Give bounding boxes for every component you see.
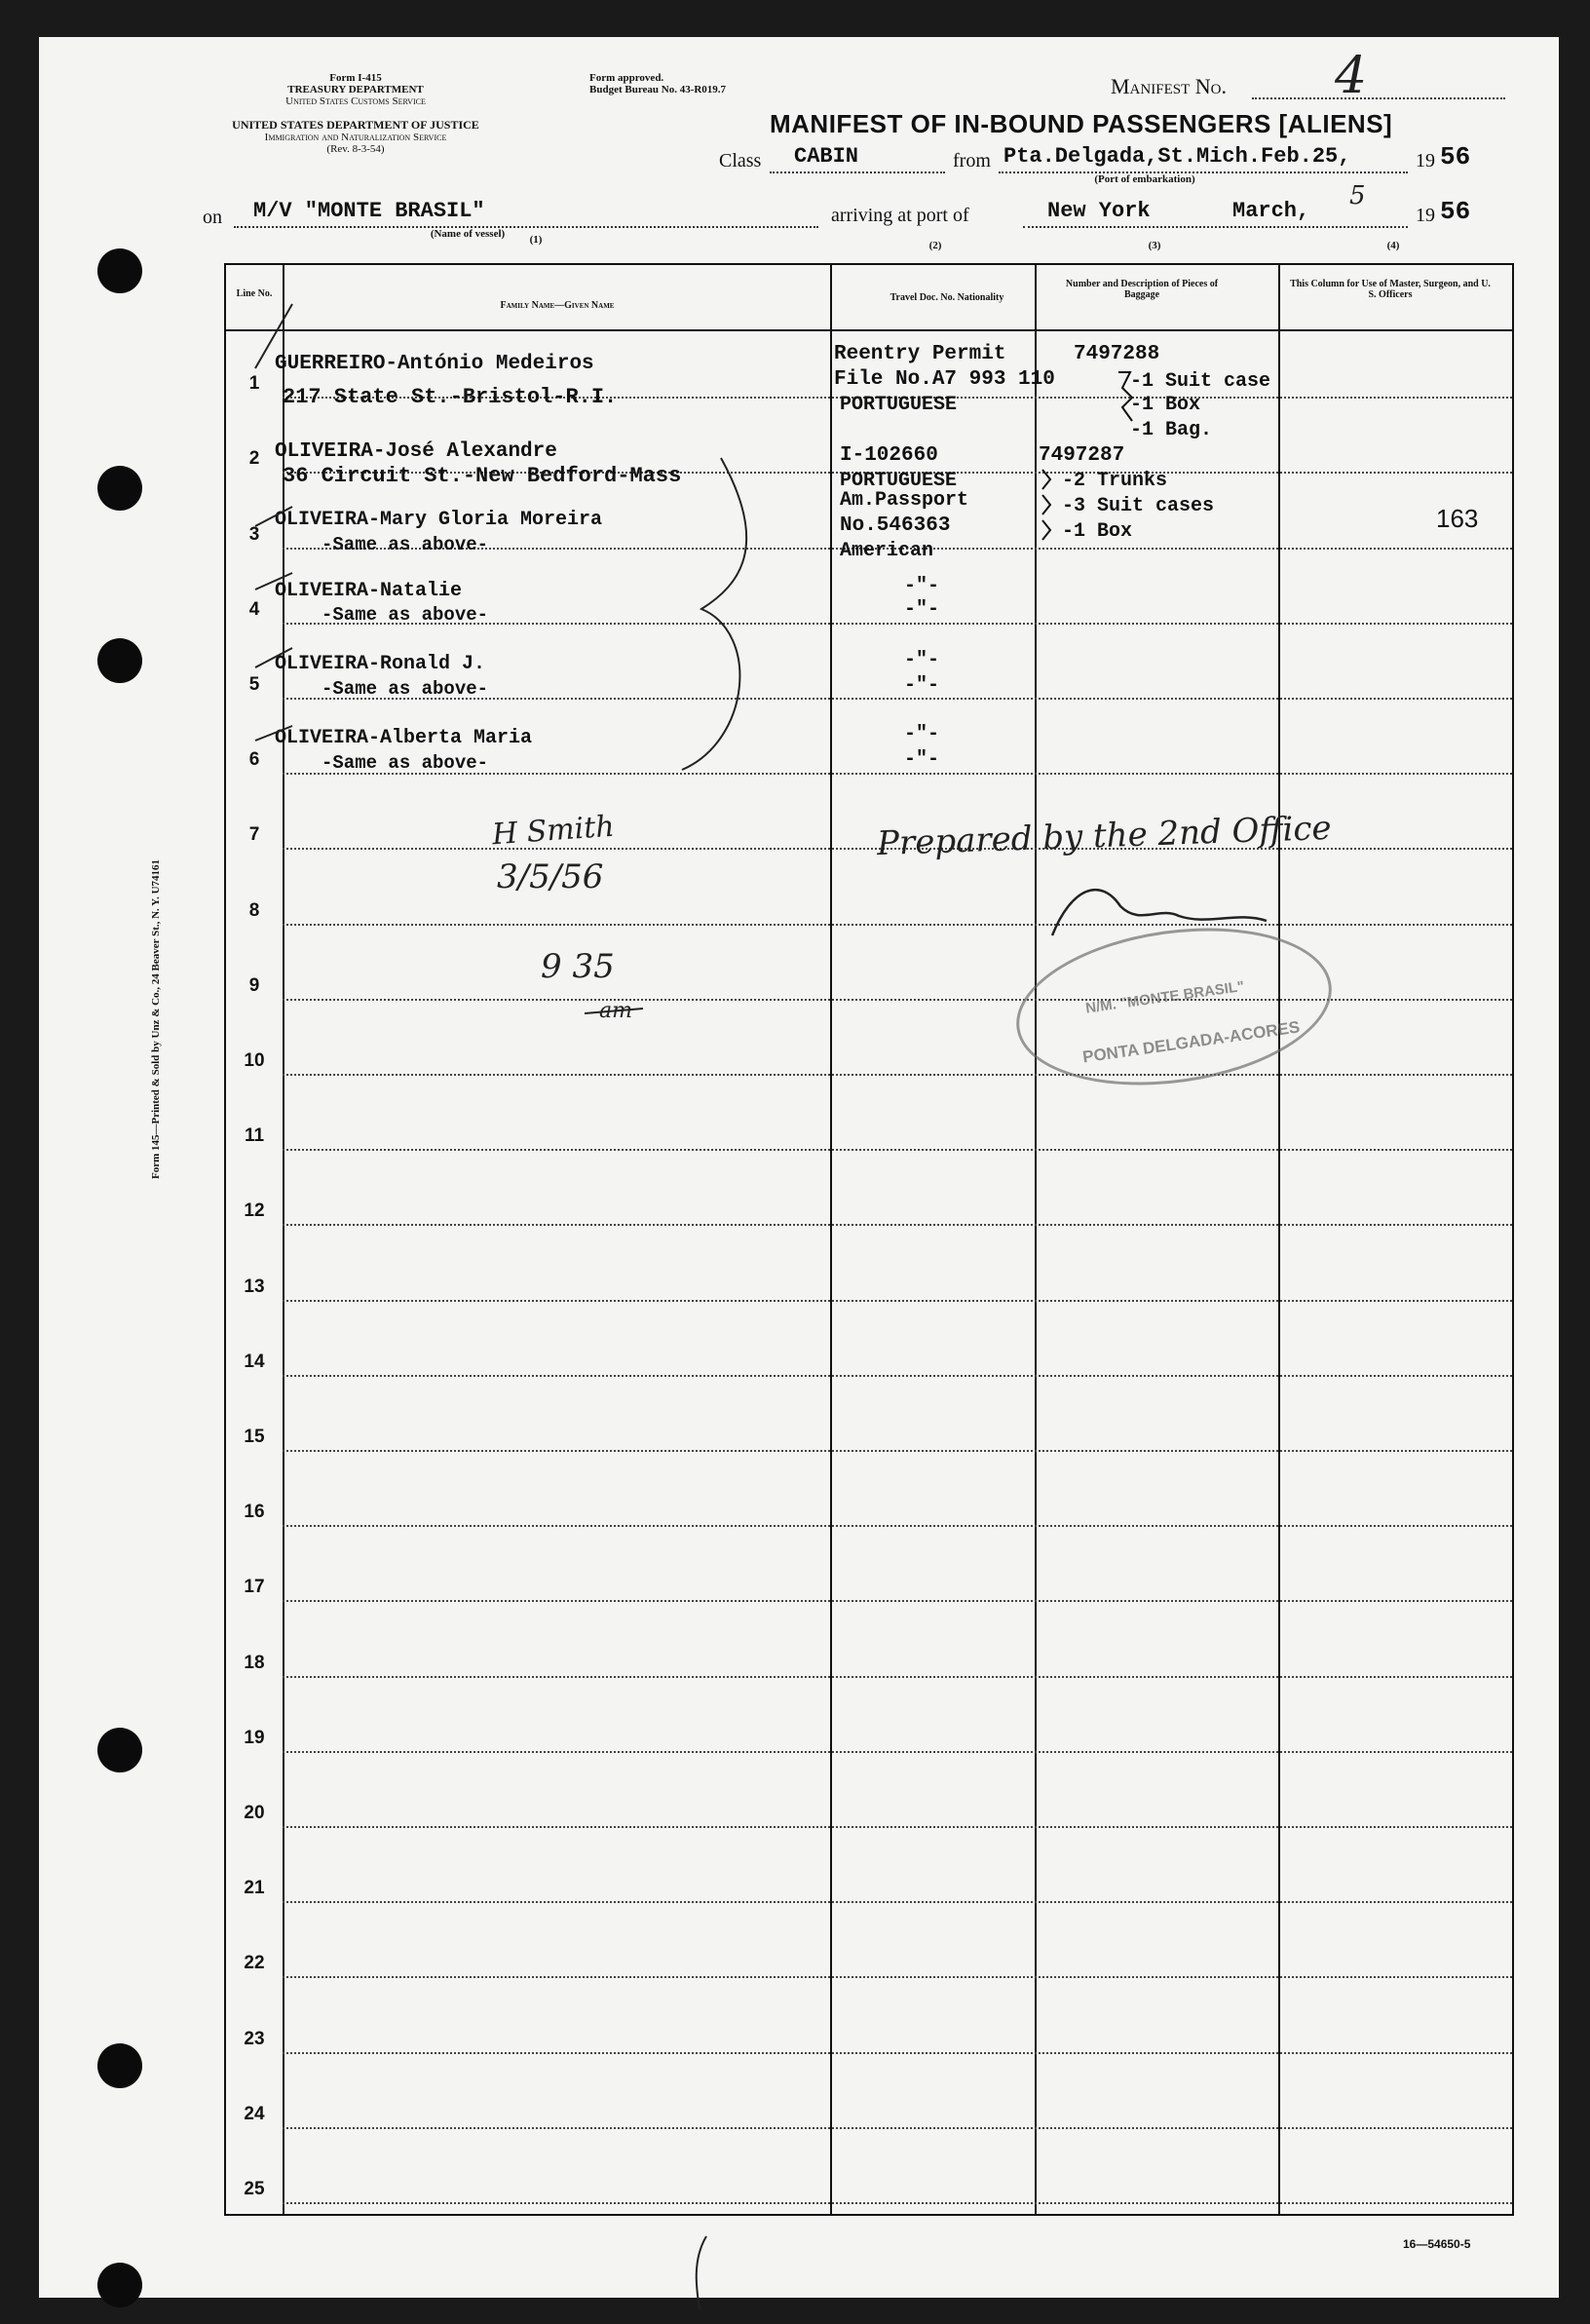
budget-bureau: Budget Bureau No. 43-R019.7	[589, 84, 727, 95]
ins-label: Immigration and Naturalization Service	[264, 132, 447, 143]
header-line-no: Line No.	[236, 288, 273, 299]
column-4-marker: (4)	[1386, 240, 1400, 251]
prepared-note: Prepared by the 2nd Office	[876, 808, 1333, 864]
revision-label: (Rev. 8-3-54)	[326, 143, 385, 155]
line-number: 22	[244, 1953, 265, 1974]
entry-1-doc-type: Reentry Permit	[834, 343, 1006, 365]
entry-2-baggage-2: -3 Suit cases	[1062, 495, 1215, 517]
header-name: Family Name—Given Name	[500, 300, 615, 311]
year-prefix-1: 19	[1416, 150, 1435, 171]
form-approved: Form approved.	[589, 72, 664, 84]
entry-6-name: OLIVEIRA-Alberta Maria	[275, 727, 533, 749]
line-number: 5	[248, 673, 260, 695]
entry-1-baggage-3: -1 Bag.	[1130, 419, 1213, 441]
vessel-caption: (Name of vessel)	[430, 228, 506, 240]
column-1-marker: (1)	[529, 234, 543, 246]
checkmark-stroke	[255, 304, 292, 741]
inspection-time-suffix: am	[599, 999, 632, 1023]
entry-2-nationality: PORTUGUESE	[840, 470, 958, 492]
arrival-port: New York	[1047, 199, 1151, 223]
entry-2-baggage-1: -2 Trunks	[1062, 470, 1168, 492]
inspection-date: 3/5/56	[497, 857, 604, 896]
entry-1-baggage-1: -1 Suit case	[1130, 370, 1271, 393]
entry-6-address: -Same as above-	[322, 752, 489, 774]
entry-2-name: OLIVEIRA-José Alexandre	[275, 440, 557, 463]
line-number: 12	[244, 1200, 265, 1222]
form-number: Form I-415	[329, 72, 382, 84]
line-number: 2	[248, 448, 260, 470]
column-2-marker: (2)	[928, 240, 942, 251]
line-number: 14	[244, 1351, 265, 1372]
page-title: MANIFEST OF IN-BOUND PASSENGERS [ALIENS]	[770, 109, 1393, 138]
line-number: 11	[244, 1125, 265, 1147]
entry-2-address: 36 Circuit St.-New Bedford-Mass	[283, 464, 682, 488]
line-number: 23	[244, 2028, 265, 2049]
entry-5-ditto: -"-	[904, 649, 940, 671]
inspection-time: 9 35	[541, 947, 615, 986]
customs-label: United States Customs Service	[285, 95, 426, 107]
from-label: from	[953, 150, 991, 171]
slash-stroke	[697, 2236, 706, 2309]
column-3-marker: (3)	[1148, 240, 1161, 251]
stamp-vessel: N/M. "MONTE BRASIL"	[1084, 977, 1246, 1017]
arrival-day: 5	[1349, 181, 1366, 210]
on-label: on	[203, 207, 222, 228]
line-number: 18	[244, 1652, 265, 1673]
brace-stroke	[682, 458, 746, 770]
entry-5-ditto-2: -"-	[904, 674, 940, 697]
footer-code: 16—54650-5	[1403, 2237, 1471, 2251]
entry-4-ditto-2: -"-	[904, 598, 940, 621]
line-number: 7	[248, 824, 260, 846]
entry-4-address: -Same as above-	[322, 604, 489, 626]
entry-2-baggage-no: 7497287	[1039, 444, 1125, 467]
line-number: 4	[248, 598, 260, 620]
entry-2-doc-number: I-102660	[840, 444, 938, 467]
manifest-no-label: Manifest No.	[1111, 74, 1227, 98]
entry-6-ditto-2: -"-	[904, 748, 940, 771]
line-number: 15	[244, 1426, 265, 1447]
stamp-port: PONTA DELGADA-ACORES	[1081, 1017, 1302, 1067]
year-value-1: 56	[1440, 142, 1471, 171]
line-number: 3	[248, 523, 260, 545]
entry-3-doc-number: No.546363	[840, 514, 951, 537]
port-embarkation-caption: (Port of embarkation)	[1094, 173, 1195, 185]
entry-4-name: OLIVEIRA-Natalie	[275, 580, 463, 602]
class-value: CABIN	[794, 144, 859, 169]
from-value: Pta.Delgada,St.Mich.Feb.25,	[1003, 144, 1351, 169]
entry-5-address: -Same as above-	[322, 678, 489, 700]
treasury-label: TREASURY DEPARTMENT	[287, 84, 424, 95]
entry-1-address: 217 State St.-Bristol-R.I.	[283, 385, 618, 409]
entry-3-nationality: American	[840, 540, 934, 562]
line-number: 1	[248, 373, 260, 395]
entry-5-name: OLIVEIRA-Ronald J.	[275, 653, 486, 675]
entry-1-nationality: PORTUGUESE	[840, 394, 958, 416]
entry-1-baggage-no: 7497288	[1074, 343, 1160, 365]
side-printer-text: Form 145—Printed & Sold by Unz & Co., 24 Beaver St., N. Y. U74161	[150, 858, 162, 1180]
vessel-name: M/V "MONTE BRASIL"	[253, 199, 485, 223]
justice-label: UNITED STATES DEPARTMENT OF JUSTICE	[232, 118, 479, 132]
line-number: 8	[248, 899, 260, 921]
inspector-signature: H Smith	[490, 809, 616, 853]
entry-2-baggage-3: -1 Box	[1062, 520, 1133, 543]
line-number: 6	[248, 749, 260, 771]
class-label: Class	[719, 150, 762, 171]
line-number: 25	[244, 2178, 265, 2199]
bracket-stroke	[1042, 470, 1050, 540]
bracket-stroke	[1118, 372, 1132, 421]
line-number: 13	[244, 1276, 265, 1297]
manifest-no-value: 4	[1335, 47, 1368, 105]
entry-6-ditto: -"-	[904, 723, 940, 745]
entry-3-address: -Same as above-	[322, 534, 489, 555]
line-number: 10	[244, 1049, 265, 1071]
entry-1-baggage-2: -1 Box	[1130, 394, 1201, 416]
entry-3-doc-type: Am.Passport	[840, 489, 969, 512]
line-number: 16	[244, 1502, 265, 1523]
line-number: 17	[244, 1577, 265, 1598]
header-travel-doc: Travel Doc. No. Nationality	[890, 292, 1004, 303]
entry-3-officer-mark: 163	[1436, 504, 1479, 533]
line-number: 19	[244, 1727, 265, 1748]
year-value-2: 56	[1440, 197, 1471, 226]
entry-3-name: OLIVEIRA-Mary Gloria Moreira	[275, 509, 603, 531]
entry-1-doc-number: File No.A7 993 110	[834, 368, 1055, 391]
arriving-label: arriving at port of	[831, 205, 969, 226]
line-number: 20	[244, 1802, 265, 1823]
header-officers: This Column for Use of Master, Surgeon, and U. S. Officers	[1290, 279, 1491, 300]
line-number: 9	[248, 974, 260, 996]
entry-4-ditto: -"-	[904, 575, 940, 597]
line-number: 24	[244, 2103, 265, 2124]
year-prefix-2: 19	[1416, 205, 1435, 226]
arrival-month: March,	[1232, 199, 1310, 223]
header-baggage: Number and Description of Pieces of Baggage	[1065, 279, 1219, 300]
line-number: 21	[244, 1878, 265, 1899]
entry-1-name: GUERREIRO-António Medeiros	[275, 353, 594, 375]
